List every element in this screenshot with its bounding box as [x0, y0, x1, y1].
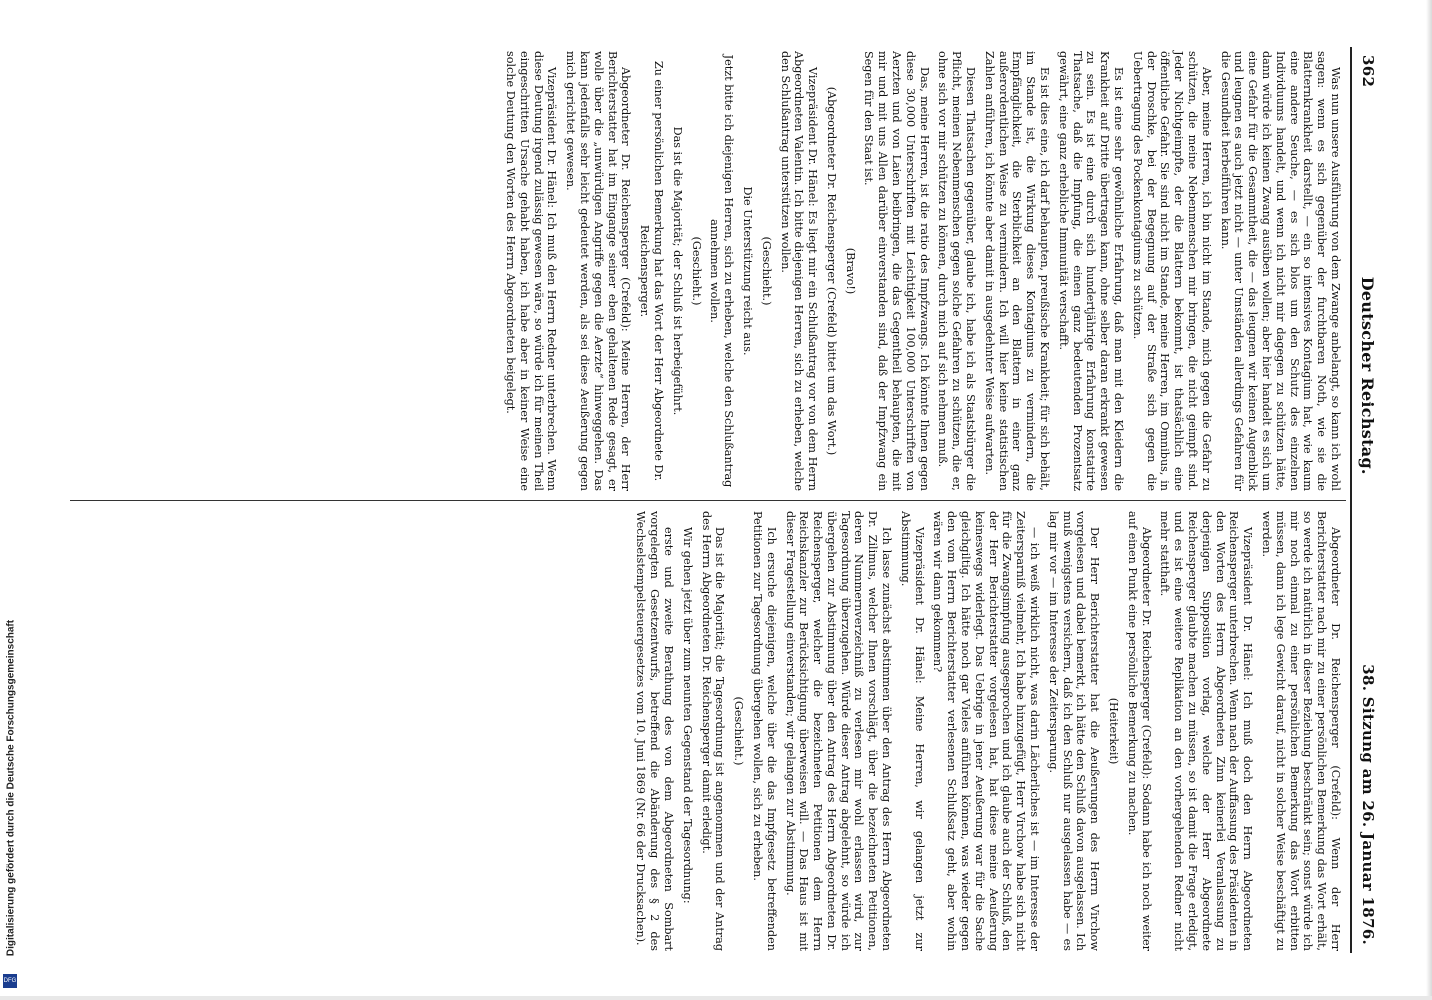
right-column — [629, 511, 1342, 951]
header-session: 38. Sitzung am 26. Januar 1876. — [1359, 664, 1377, 945]
paragraph: (Geschieht.) — [759, 236, 773, 306]
paragraph: — ich weiß wirklich nicht, was darin Lächerliches ist — im Interesse der Zeitersparniß vielmehr, Ich habe hinzugefügt, Herr Virchow habe sich nicht für die Zwangsimpfung ausgesprochen und ich glaube auch der Schluß, den der Herr Berichterstatter vorgelesen hat, hat diese meine Aeußerung keineswegs widerlegt. Das Uebrige in jener Aeußerung war für die Sache gleichgiltig. Ich hätte noch gar Vieles anführen können, was wieder gegen den vom Herrn Berichterstatter verlesenen Schlußsatz geht, aber wohin wären wir dann gekommen? — [931, 511, 1042, 951]
header-title: Deutscher Reichstag. — [1358, 276, 1378, 475]
paragraph: Das ist die Majorität; die Tagesordnung ist angenommen und der Antrag des Herrn Abgeordneten Dr. Reichensperger damit erledigt. — [699, 511, 727, 951]
rotated-page-content — [46, 25, 1386, 975]
paragraph: Diesen Thatsachen gegenüber, glaube ich, habe ich als Staatsbürger die Pflicht, meinen Nebenmenschen gegen solche Gefahren zu schützen, die er, ohne sich vor mir schützen zu können, durch mich auf sich nehmen muß. — [936, 51, 978, 491]
digitization-footer — [0, 0, 22, 1000]
paragraph: Was nun unsere Ausführung von dem Zwange anbelangt, so kann ich wohl sagen: wenn es sich gegenüber der furchtbaren Noth, wie sie die Blatternkrankheit darstellt, — ein so intensives Kontagium hat, wie kaum eine andere Seuche, — es sich blos um den Schutz des einzelnen Individuums handelt, und wenn ich nicht mir dagegen zu schützen hätte, dann würde ich keinen Zwang ausüben wollen; aber hier handelt es sich um eine Gefahr für die Gesammtheit, die — das leugnen wir keinen Augenblick und leugnen es auch jetzt nicht — unter Umständen allerdings Gefahren für die Gesundheit herbeiführen kann. — [1218, 51, 1342, 491]
paragraph: (Bravo!) — [843, 247, 857, 295]
running-header — [1354, 55, 1382, 945]
left-column — [498, 51, 1342, 491]
paragraph: Ich lasse zunächst abstimmen über den Antrag des Herrn Abgeordneten Dr. Zilimus, welcher Ihnen vorschlägt, über die bezeichneten Petitionen, deren Nummernverzeichniß zu verlesen mir wohl erlassen wird, zur Tagesordnung überzugehen. Würde dieser Antrag abgelehnt, so würde ich übergehen zur Abstimmung über den Antrag des Herrn Abgeordneten Dr. Reichensperger, welcher die bezeichneten Petitionen dem Herrn Reichskanzler zur Berücksichtigung überweisen will. — Das Haus ist mit dieser Fragestellung einverstanden; wir gelangen zur Abstimmung. — [783, 511, 894, 951]
dfg-logo-text: DFG — [3, 978, 17, 984]
paragraph: Es ist eine sehr gewöhnliche Erfahrung, daß man mit den Kleidern die Krankheit auf Dritte übertragen kann, ohne selber daran erkrankt gewesen zu sein. Es ist eine durch sich hundertjährige Erfahrung konstatirte Thatsache, daß die Impfung, die einen ganz bedeutenden Prozentsatz gewährt, eine ganz erhebliche Immunität verschafft. — [1056, 51, 1126, 491]
paragraph: Es ist dies eine, ich darf behaupten, preußische Krankheit; für sich behält, im Stande ist, die Wirkung dieses Kontagiums zu vermindern, die Empfänglichkeit, die Sterblichkeit an den Blattern in einer ganz außerordentlichen Weise zu vermindern. Ich will hier keine statistischen Zahlen anführen, ich könnte aber damit in ausgedehnter Weise aufwarten. — [982, 51, 1052, 491]
paragraph: Vizepräsident Dr. Hänel: Ich muß doch den Herrn Abgeordneten Reichensperger unterbrechen. Wenn nach der Auffassung des Präsidenten in den Worten des Herrn Abgeordneten Zinn keinerlei Veranlassung zu derjenigen Supposition vorlag, welche der Herr Abgeordnete Reichensperger glaubte machen zu müssen, so ist damit die Frage erledigt, und es ist eine weitere Replikation an den vorhergehenden Redner nicht mehr statthaft. — [1158, 511, 1255, 951]
paragraph: Der Herr Berichterstatter hat die Aeußerungen des Herrn Virchow vorgelesen und dabei bemerkt, ich hätte den Schluß davon ausgelassen. Ich muß wenigstens versichern, daß ich den Schluß nur ausgelassen habe — es lag mir vor — im Interesse der Zeitersparung. — [1046, 511, 1102, 951]
paragraph: Abgeordneter Dr. Reichensperger (Crefeld): Wenn der Herr Berichterstatter nach mir zu einer persönlichen Bemerkung das Wort erhält, so werde ich natürlich in dieser Beziehung beschränkt sein; sonst würde ich mir noch einmal zu einer persönlichen Bemerkung das Wort erbitten müssen, dann ich lege Gewicht darauf, nicht in solcher Weise beschäftigt zu werden. — [1260, 511, 1342, 951]
paragraph: Zu einer persönlichen Bemerkung hat das Wort der Herr Abgeordnete Dr. Reichensperger. — [638, 60, 665, 482]
paragraph: (Geschieht.) — [689, 236, 703, 306]
paragraph: erste und zweite Berathung des von dem Abgeordneten Sombart vorgelegten Gesetzentwurfs, betreffend die Abänderung des § 2 des Wechselstempelsteuergesetzes vom 10. Juni 1869 (Nr. 66 der Drucksachen). — [634, 511, 675, 951]
footer-credit: Digitalisierung gefördert durch die Deutsche Forschungsgemeinschaft — [5, 619, 17, 957]
paragraph: Die Unterstützung reicht aus. — [740, 186, 754, 356]
paragraph: Ich ersuche diejenigen, welche über die das Impfgesetz betreffenden Petitionen zur Tagesordnung übergehen wollen, sich zu erheben. — [750, 511, 778, 951]
page-number: 362 — [1359, 55, 1377, 88]
paragraph: Aber, meine Herren, ich bin nicht im Stande, mich gegen die Gefahr zu schützen, die meine Nebenmenschen mir bringen, die nicht geimpft sind. Jeder Nichtgeimpfte, der die Blattern bekommt, ist thatsächlich eine öffentliche Gefahr. Sie sind nicht im Stande, meine Herren, im Omnibus, in der Droschke, bei der Begegnung auf der Straße sich gegen die Uebertragung des Pockenkontagiums zu schützen. — [1130, 51, 1213, 491]
column-divider — [70, 500, 1346, 501]
paragraph: Wir gehen jetzt über zum neunten Gegenstand der Tagesordnung: — [680, 527, 694, 904]
dfg-logo — [3, 974, 17, 988]
page-edge-shadow — [1426, 0, 1432, 1000]
paragraph: Vizepräsident Dr. Hänel: Meine Herren, wir gelangen jetzt zur Abstimmung. — [898, 511, 926, 951]
paragraph: Das, meine Herren, ist die ratio des Impfzwangs. Ich könnte Ihnen gegen diese 30,000 Unterschriften mit Leichtigkeit 100,000 Unterschriften von Aerzten und von Laien beibringen, die das Gegentheil behaupten, die mit mir und mit uns Allen darüber einverstanden sind, daß der Impfzwang ein Segen für den Staat ist. — [862, 51, 931, 491]
header-rule — [1350, 47, 1352, 953]
paragraph: Jetzt bitte ich diejenigen Herren, sich zu erheben, welche den Schlußantrag annehmen wollen. — [708, 54, 736, 488]
paragraph: (Abgeordneter Dr. Reichensperger (Crefeld) bittet um das Wort.) — [824, 86, 838, 456]
paragraph: (Geschieht.) — [732, 696, 746, 766]
paragraph: Vizepräsident Dr. Hänel: Ich muß den Herrn Redner unterbrechen. Wenn diese Deutung irgend zulässig gewesen wäre, so würde ich für meinen Theil eingeschritten Ursache gehabt haben, ich habe aber in keiner Weise eine solche Deutung den Worten des Herrn Abgeordneten beigelegt. — [503, 51, 559, 491]
paragraph: Abgeordneter Dr. Reichensperger (Crefeld): Sodann habe ich noch weiter auf einen Punkt eine persönliche Bemerkung zu machen. — [1125, 511, 1153, 951]
paragraph: (Heiterkeit) — [1107, 697, 1121, 765]
paragraph: Vizepräsident Dr. Hänel: Es liegt mir ein Schlußantrag vor von dem Herrn Abgeordneten Valentin. Ich bitte diejenigen Herren, sich zu erheben, welche den Schlußantrag unterstützen wollen. — [778, 51, 820, 491]
page-bottom-edge — [0, 996, 1432, 1000]
paragraph: Das ist die Majorität; der Schluß ist herbeigeführt. — [670, 126, 684, 416]
paragraph: Abgeordneter Dr. Reichensperger (Crefeld): Meine Herren, der Herr Berichterstatter hat im Eingange seiner eben gehaltenen Rede gesagt, er wolle über die „unwürdigen Angriffe gegen die Aerzte“ hinweggehen. Das kann jedenfalls sehr leicht gedeutet werden, als sei diese Aeußerung gegen mich gerichtet gewesen. — [564, 51, 633, 491]
